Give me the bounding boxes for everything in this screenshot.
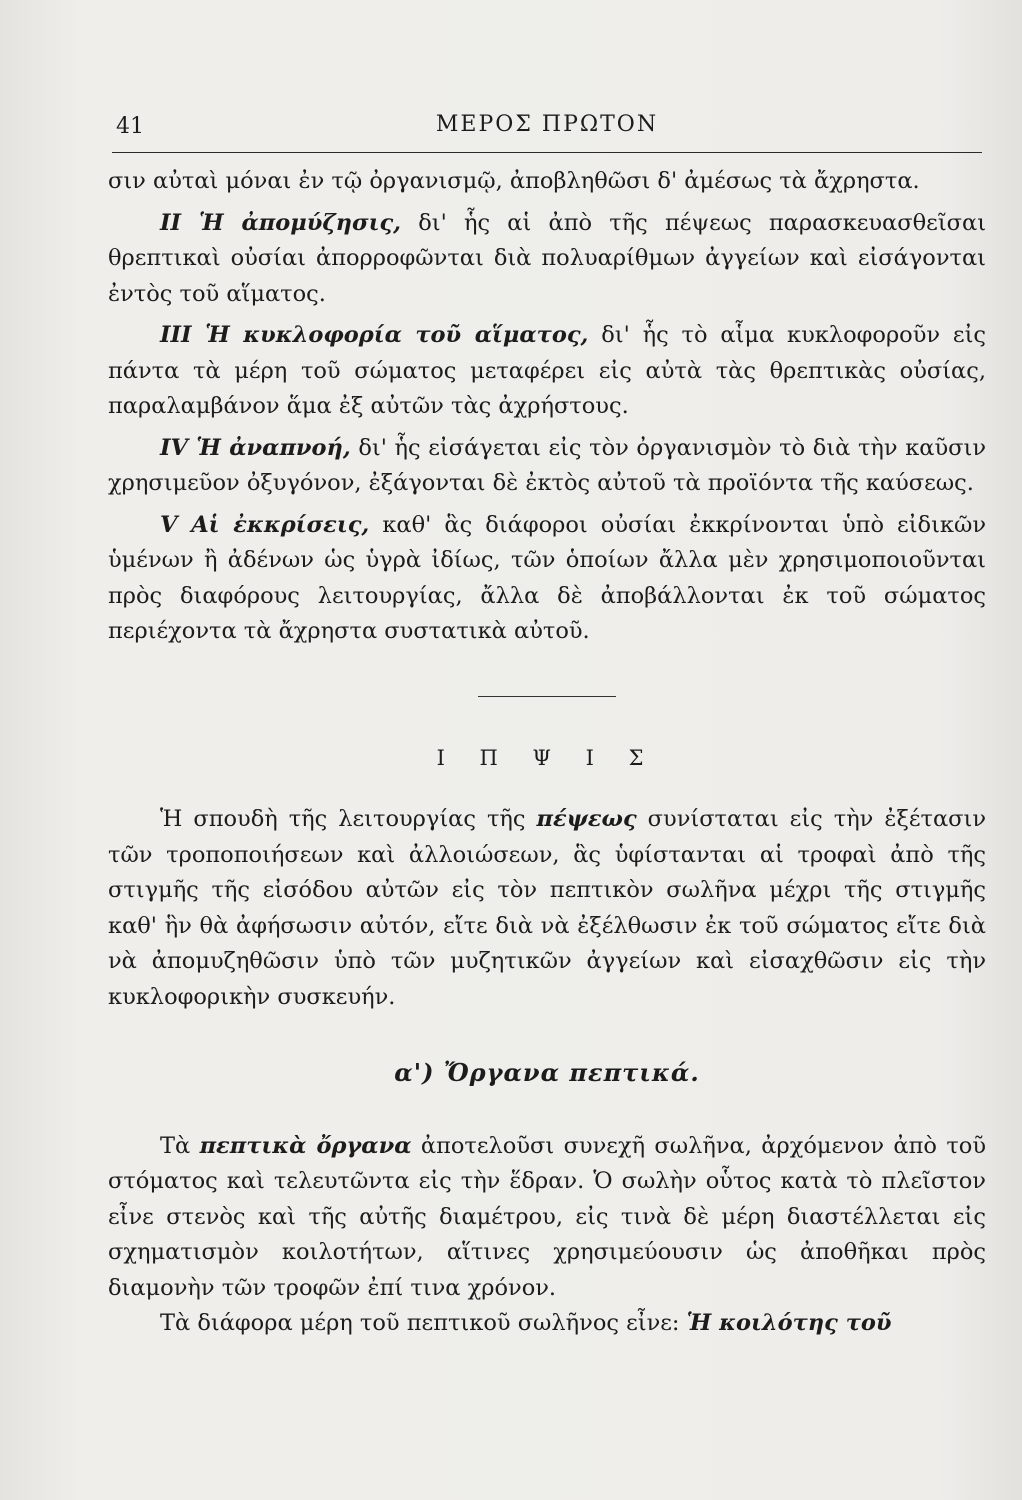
para2-emphasis: Ἡ κοιλότης τοῦ bbox=[686, 1310, 892, 1336]
item-lead: II Ἡ ἀπομύζησις, bbox=[160, 209, 402, 236]
page-header bbox=[112, 106, 982, 153]
section-title: Ι Π Ψ Ι Σ bbox=[436, 745, 658, 770]
list-item-absorption bbox=[108, 206, 986, 313]
para2-text-a: Τὰ διάφορα μέρη τοῦ πεπτικοῦ σωλῆνος εἶνε: bbox=[160, 1310, 687, 1336]
item-text: δι' ἧς τὸ αἷμα κυκλοφοροῦν εἰς πάντα τὰ μέρη τοῦ σώματος μεταφέρει εἰς αὐτὰ τὰς θρεπτικὰς οὐσίας, παραλαμβάνον ἅμα ἐξ αὐτῶν τὰς ἀχρήστους. bbox=[108, 322, 987, 419]
continuation-paragraph bbox=[108, 164, 986, 200]
item-lead: IV Ἡ ἀναπνοή, bbox=[160, 434, 351, 461]
subheading: α') Ὄργανα πεπτικά. bbox=[394, 1058, 700, 1087]
para1-emphasis: πεπτικὰ ὄργανα bbox=[199, 1132, 412, 1159]
continuation-text: σιν αὐταὶ μόναι ἐν τῷ ὀργανισμῷ, ἀποβληθῶσι δ' ἀμέσως τὰ ἄχρηστα. bbox=[108, 168, 920, 194]
item-lead: V Αἱ ἐκκρίσεις, bbox=[160, 511, 370, 538]
para1-text-a: Τὰ bbox=[160, 1132, 200, 1159]
running-head: ΜΕΡΟΣ ΠΡΩΤΟΝ bbox=[435, 112, 659, 137]
parts-paragraph bbox=[108, 1306, 986, 1342]
para1-text-b: ἀποτελοῦσι συνεχῆ σωλῆνα, ἀρχόμενον ἀπὸ τοῦ στόματος καὶ τελευτῶντα εἰς τὴν ἕδραν. Ὁ σωλὴν οὗτος κατὰ τὸ πλεῖστον εἶνε στενὸς καὶ τῆς αὐτῆς διαμέτρου, εἰς τινὰ δὲ μέρη διαστέλλεται εἰς σχηματισμὸν κοιλοτήτων, αἵτινες χρησιμεύουσιν ὡς ἀποθῆκαι πρὸς διαμονὴν τῶν τροφῶν ἐπί τινα χρόνον. bbox=[108, 1132, 987, 1301]
section-divider bbox=[478, 696, 616, 697]
list-item-respiration bbox=[108, 431, 986, 502]
intro-text-a: Ἡ σπουδὴ τῆς λειτουργίας τῆς bbox=[160, 806, 537, 832]
item-text: καθ' ἃς διάφοροι οὐσίαι ἐκκρίνονται ὑπὸ εἰδικῶν ὑμένων ἢ ἀδένων ὡς ὑγρὰ ἰδίως, τῶν ὁποίων ἄλλα μὲν χρησιμοποιοῦνται πρὸς διαφόρους λειτουργίας, ἄλλα δὲ ἀποβάλλονται ἐκ τοῦ σώματος περιέχοντα τὰ ἄχρηστα συστατικὰ αὐτοῦ. bbox=[108, 511, 986, 644]
item-text: δι' ἧς αἱ ἀπὸ τῆς πέψεως παρασκευασθεῖσαι θρεπτικαὶ οὐσίαι ἀπορροφῶνται διὰ πολυαρίθμων ἀγγείων καὶ εἰσάγονται ἐντὸς τοῦ αἵματος. bbox=[108, 209, 987, 307]
intro-text-b: συνίσταται εἰς τὴν ἐξέτασιν τῶν τροποποιήσεων καὶ ἀλλοιώσεων, ἃς ὑφίστανται αἱ τροφαὶ ἀπὸ τῆς στιγμῆς τῆς εἰσόδου αὐτῶν εἰς τὸν πεπτικὸν σωλῆνα μέχρι τῆς στιγμῆς καθ' ἣν θὰ ἀφήσωσιν αὐτόν, εἴτε διὰ νὰ ἐξέλθωσιν ἐκ τοῦ σώματος εἴτε διὰ νὰ ἀπομυζηθῶσιν ὑπὸ τῶν μυζητικῶν ἀγγείων καὶ εἰσαχθῶσιν εἰς τὴν κυκλοφορικὴν συσκευήν. bbox=[108, 806, 986, 1010]
intro-emphasis: πέψεως bbox=[536, 806, 637, 832]
list-item-secretions bbox=[108, 508, 986, 650]
page-body bbox=[108, 164, 986, 1342]
organs-paragraph bbox=[108, 1129, 986, 1307]
page-number: 41 bbox=[116, 114, 144, 139]
item-lead: III Ἡ κυκλοφορία τοῦ αἵματος, bbox=[160, 322, 589, 348]
section-intro-paragraph bbox=[108, 802, 986, 1015]
item-text: δι' ἧς εἰσάγεται εἰς τὸν ὀργανισμὸν τὸ διὰ τὴν καῦσιν χρησιμεῦον ὀξυγόνον, ἐξάγονται δὲ ἐκτὸς αὐτοῦ τὰ προϊόντα τῆς καύσεως. bbox=[108, 434, 986, 496]
list-item-circulation bbox=[108, 318, 986, 425]
